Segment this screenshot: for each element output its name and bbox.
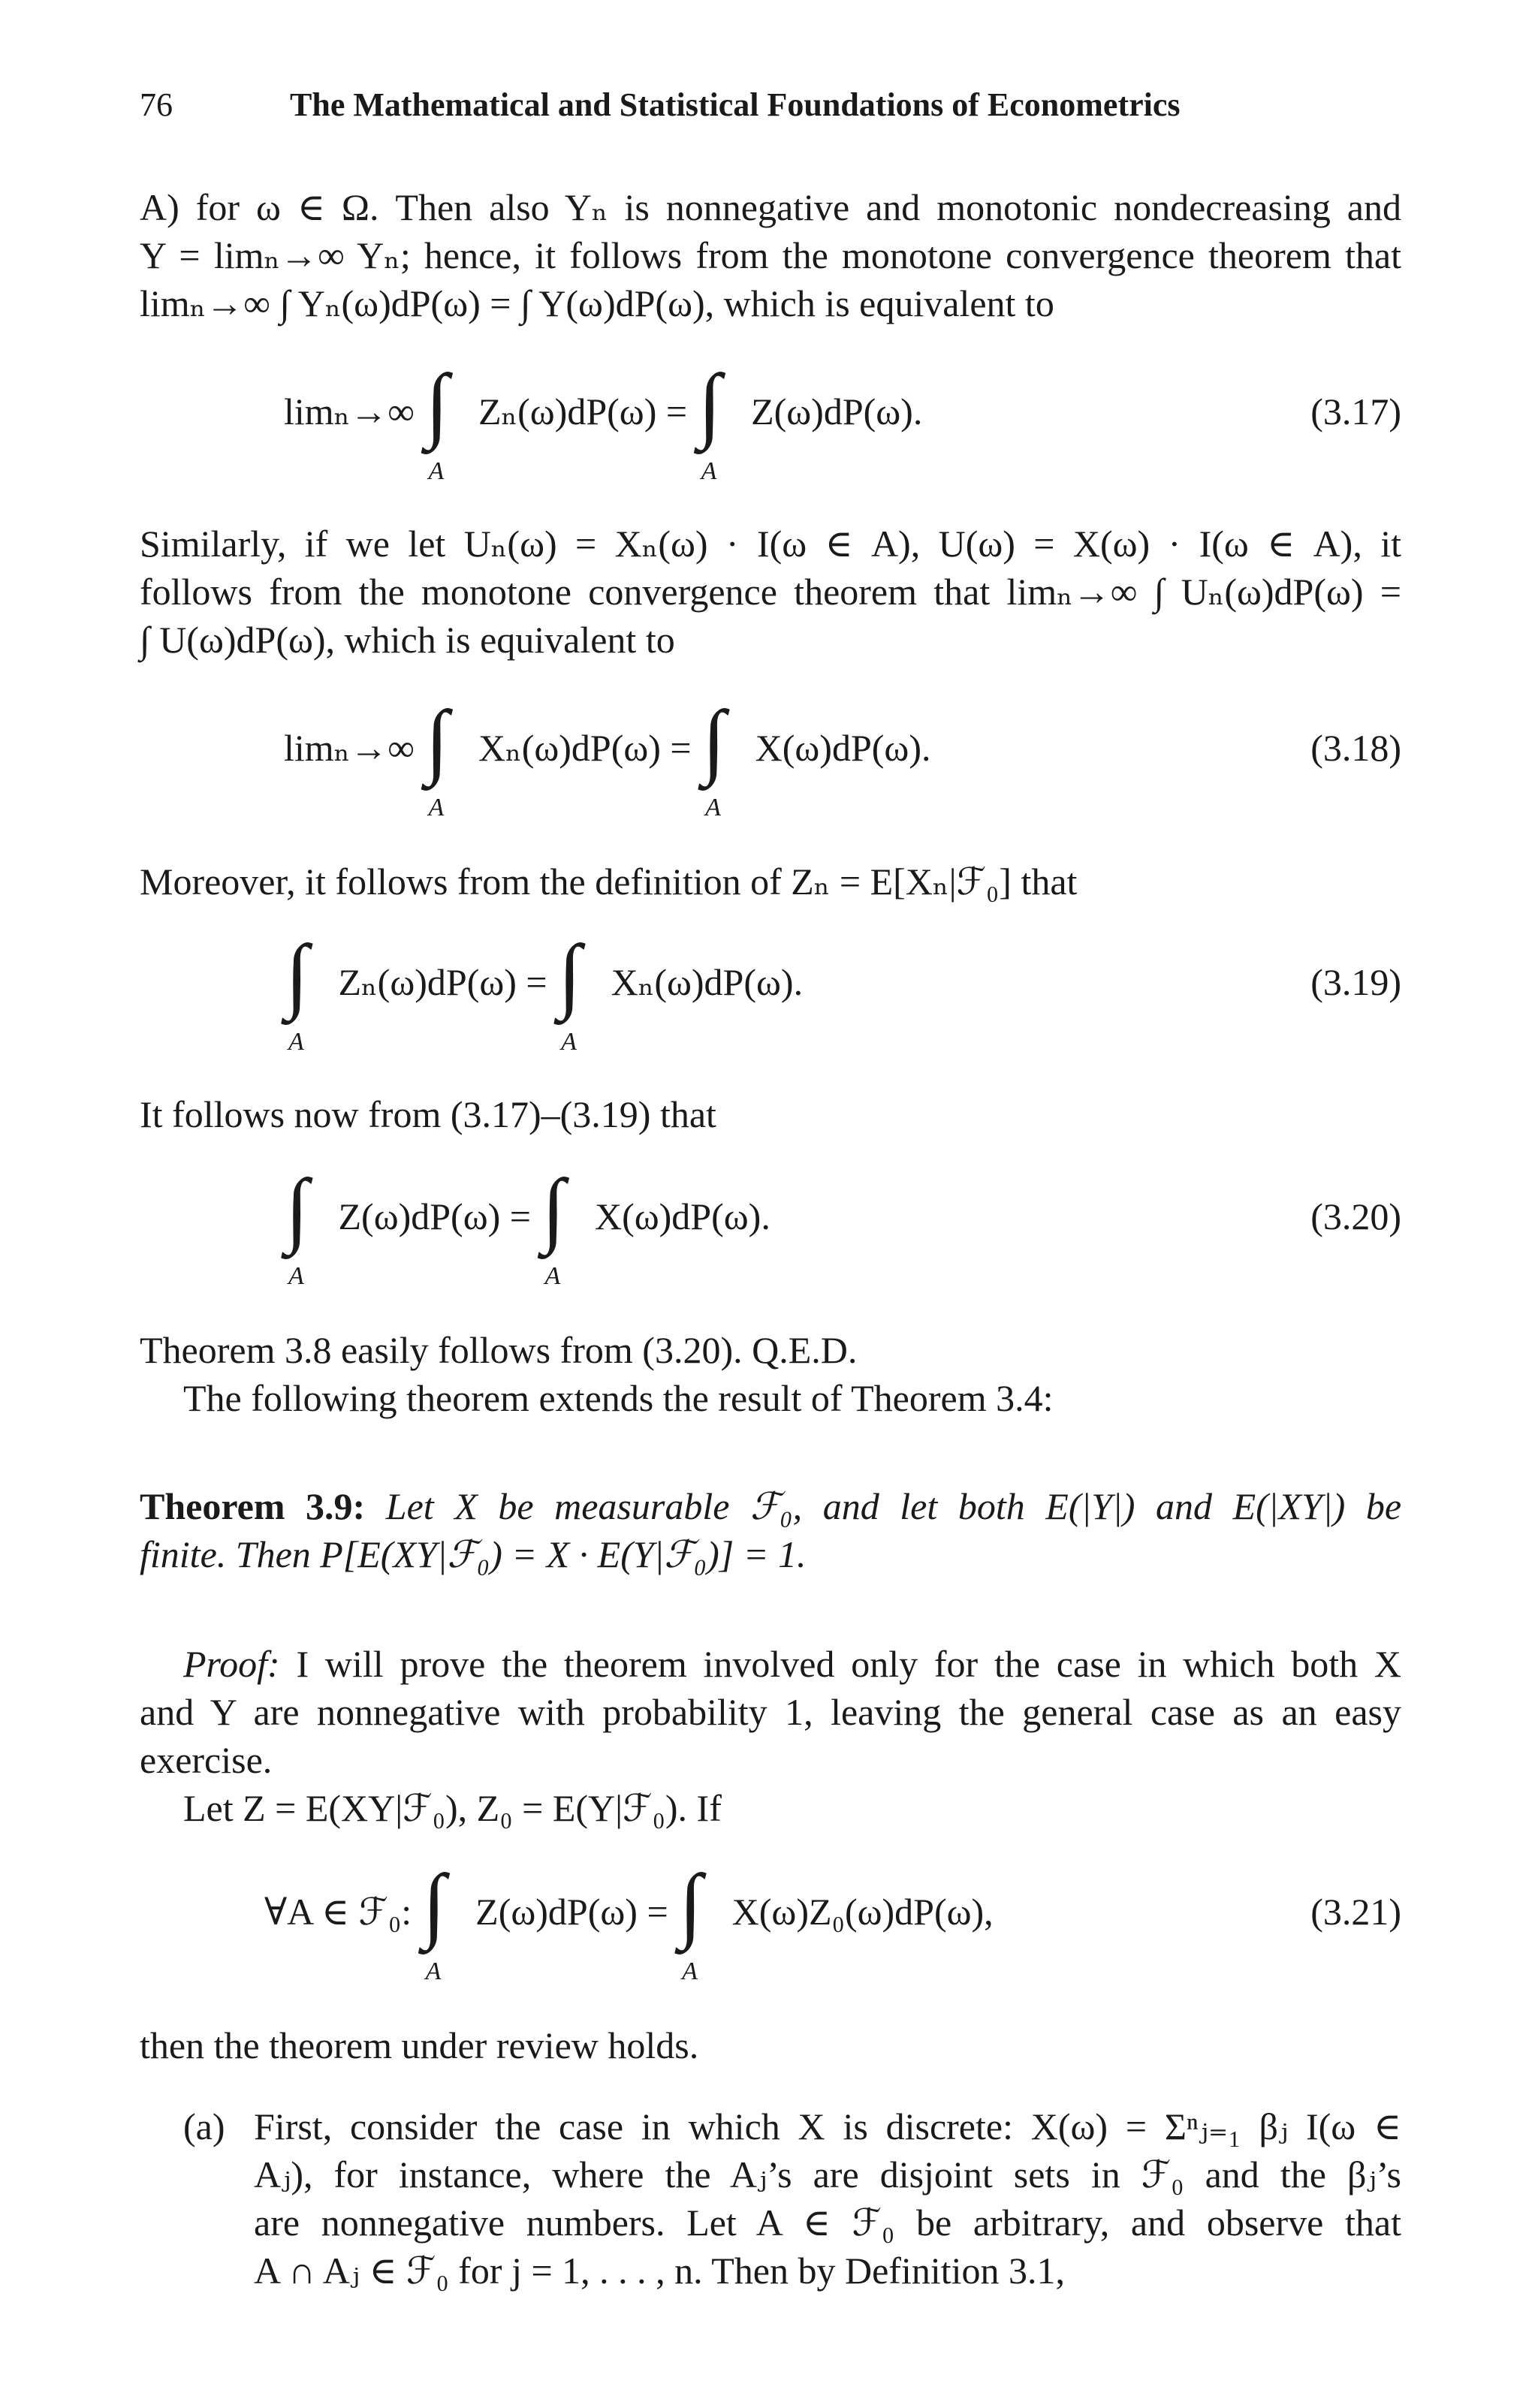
text-line: I will prove the theorem involved only for the case in which both X xyxy=(296,1643,1402,1685)
paragraph-similarly xyxy=(140,520,1401,664)
text-line: Moreover, it follows from the definition of Zₙ = E[Xₙ|ℱ₀] that xyxy=(140,860,1078,903)
rhs-integrand: X(ω)dP(ω). xyxy=(594,1195,771,1237)
page-number: 76 xyxy=(140,86,173,123)
running-title: The Mathematical and Statistical Foundations of Econometrics xyxy=(290,86,1181,123)
integral-domain: A xyxy=(288,1028,304,1056)
equation-prefix: ∀A ∈ ℱ₀: xyxy=(264,1891,412,1933)
integral-sign: ∫ A xyxy=(422,1858,446,1985)
theorem-statement: finite. Then P[E(XY|ℱ₀) = X · E(Y|ℱ₀)] = 1. xyxy=(140,1533,807,1575)
integral-sign: ∫ A xyxy=(702,694,725,821)
integral-sign: ∫ A xyxy=(285,1162,309,1290)
text-line: A) for ω ∈ Ω. Then also Yₙ is nonnegative and monotonic nondecreasing and xyxy=(140,186,1401,228)
integral-domain: A xyxy=(428,457,445,485)
integral-domain: A xyxy=(428,794,445,821)
rhs-integrand: X(ω)dP(ω). xyxy=(755,727,931,769)
text-line: ∫ U(ω)dP(ω), which is equivalent to xyxy=(140,619,675,661)
equation-number: (3.20) xyxy=(1310,1195,1401,1237)
text-line: then the theorem under review holds. xyxy=(140,2024,699,2066)
rhs-integrand: Xₙ(ω)dP(ω). xyxy=(611,961,804,1003)
integral-domain: A xyxy=(544,1262,561,1290)
integral-sign: ∫ A xyxy=(698,357,722,485)
text-line: Y = limₙ→∞ Yₙ; hence, it follows from the monotone convergence theorem that xyxy=(140,234,1401,276)
text-line: are nonnegative numbers. Let A ∈ ℱ₀ be arbitrary, and observe that xyxy=(254,2202,1401,2244)
theorem-3-9 xyxy=(140,1482,1401,1578)
limit-operator: limₙ→∞ xyxy=(284,390,415,432)
integral-sign: ∫ A xyxy=(285,928,309,1056)
lhs-integrand: Zₙ(ω)dP(ω) = xyxy=(478,390,688,432)
equation-3-18 xyxy=(0,694,1538,836)
integral-sign: ∫ A xyxy=(679,1858,702,1985)
text-line: The following theorem extends the result of Theorem 3.4: xyxy=(183,1377,1054,1419)
integral-domain: A xyxy=(561,1028,577,1056)
list-item-label: (a) xyxy=(183,2105,225,2147)
text-line: Similarly, if we let Uₙ(ω) = Xₙ(ω) · I(ω ∈ A), U(ω) = X(ω) · I(ω ∈ A), it xyxy=(140,523,1401,565)
theorem-statement: Let X be measurable ℱ₀, and let both E(|Y|) and E(|XY|) be xyxy=(385,1485,1402,1527)
text-line: Theorem 3.8 easily follows from (3.20). Q.E.D. xyxy=(140,1329,858,1371)
text-line: It follows now from (3.17)–(3.19) that xyxy=(140,1093,716,1135)
integral-domain: A xyxy=(682,1957,698,1985)
paragraph-monotone-convergence xyxy=(140,183,1401,327)
rhs-integrand: X(ω)Z₀(ω)dP(ω), xyxy=(731,1891,994,1933)
text-line: and Y are nonnegative with probability 1, leaving the general case as an easy xyxy=(140,1691,1401,1733)
equation-number: (3.17) xyxy=(1310,390,1401,432)
integral-sign: ∫ A xyxy=(541,1162,565,1290)
text-line: A ∩ Aⱼ ∈ ℱ₀ for j = 1, . . . , n. Then by Definition 3.1, xyxy=(254,2250,1066,2292)
integral-sign: ∫ A xyxy=(425,694,449,821)
text-line: Aⱼ), for instance, where the Aⱼ’s are disjoint sets in ℱ₀ and the βⱼ’s xyxy=(254,2153,1401,2196)
text-line: First, consider the case in which X is discrete: X(ω) = Σⁿⱼ₌₁ βⱼ I(ω ∈ xyxy=(254,2105,1401,2147)
integral-sign: ∫ A xyxy=(558,928,581,1056)
lhs-integrand: Z(ω)dP(ω) = xyxy=(338,1195,531,1237)
integral-domain: A xyxy=(705,794,721,821)
equation-number: (3.18) xyxy=(1310,727,1401,769)
equation-3-20 xyxy=(0,1162,1538,1305)
text-line: follows from the monotone convergence theorem that limₙ→∞ ∫ Uₙ(ω)dP(ω) = xyxy=(140,571,1401,613)
equation-number: (3.19) xyxy=(1310,961,1401,1003)
paragraph-it-follows xyxy=(140,1090,1401,1138)
theorem-label: Theorem 3.9: xyxy=(140,1485,366,1527)
paragraph-moreover xyxy=(140,857,1401,906)
text-line: limₙ→∞ ∫ Yₙ(ω)dP(ω) = ∫ Y(ω)dP(ω), which is equivalent to xyxy=(140,282,1054,324)
paragraph-then xyxy=(140,2021,1401,2069)
integral-domain: A xyxy=(288,1262,304,1290)
limit-operator: limₙ→∞ xyxy=(284,727,415,769)
text-line: Let Z = E(XY|ℱ₀), Z₀ = E(Y|ℱ₀). If xyxy=(183,1787,722,1829)
integral-sign: ∫ A xyxy=(425,357,449,485)
equation-number: (3.21) xyxy=(1310,1891,1401,1933)
lhs-integrand: Xₙ(ω)dP(ω) = xyxy=(478,727,692,769)
integral-domain: A xyxy=(425,1957,442,1985)
lhs-integrand: Zₙ(ω)dP(ω) = xyxy=(338,961,547,1003)
integral-domain: A xyxy=(701,457,717,485)
proof-paragraph xyxy=(140,1640,1401,1832)
lhs-integrand: Z(ω)dP(ω) = xyxy=(475,1891,668,1933)
rhs-integrand: Z(ω)dP(ω). xyxy=(751,390,923,432)
equation-3-21 xyxy=(0,1858,1538,2000)
paragraph-qed xyxy=(140,1326,1401,1422)
proof-label: Proof: xyxy=(183,1643,280,1685)
equation-3-17 xyxy=(0,357,1538,500)
equation-3-19 xyxy=(0,928,1538,1071)
text-line: exercise. xyxy=(140,1739,273,1781)
